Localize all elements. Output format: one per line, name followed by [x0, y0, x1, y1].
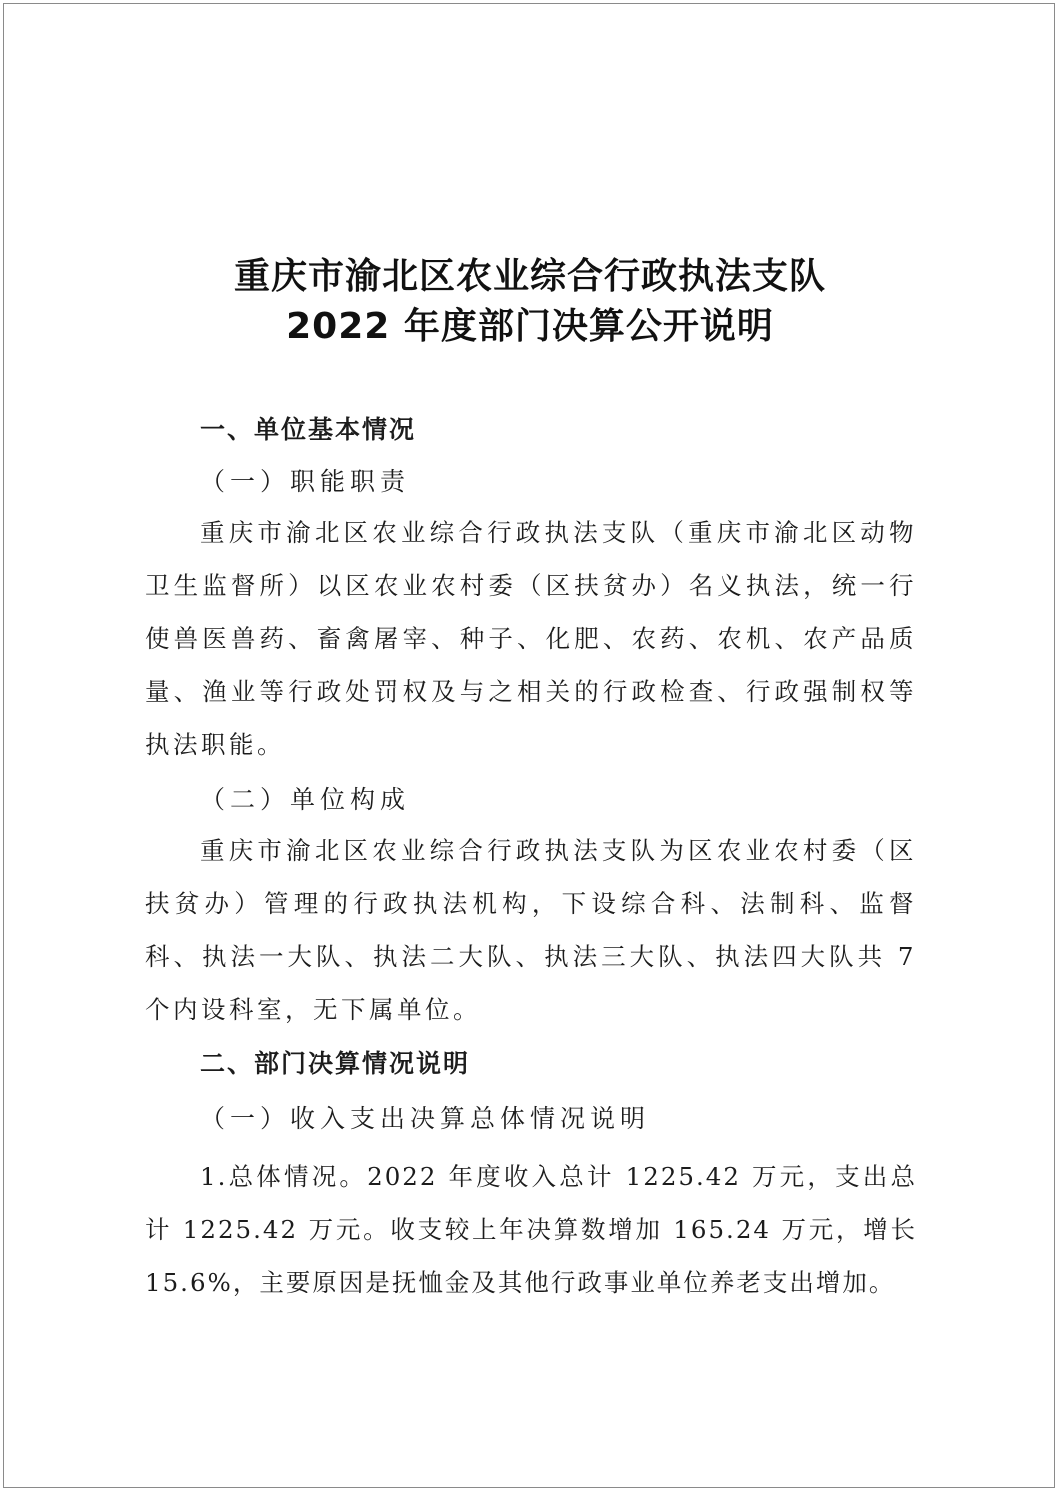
- document-title-line2: 2022 年度部门决算公开说明: [286, 306, 774, 347]
- document-title-line1: 重庆市渝北区农业综合行政执法支队: [233, 256, 826, 297]
- section2-heading: 二、部门决算情况说明: [200, 1049, 471, 1078]
- section1-heading: 一、单位基本情况: [200, 415, 417, 444]
- section1-sub1-paragraph: 重庆市渝北区农业综合行政执法支队（重庆市渝北区动物卫生监督所）以区农业农村委（区扶贫办）名义执法，统一行使兽医兽药、畜禽屠宰、种子、化肥、农药、农机、农产品质量、渔业等行政处罚权及与之相关的行政检查、行政强制权等执法职能。: [145, 518, 917, 759]
- section2-sub1-heading: （一）收入支出决算总体情况说明: [200, 1104, 651, 1133]
- section1-sub2-heading: （二）单位构成: [200, 785, 411, 814]
- section1-sub1-heading: （一）职能职责: [200, 467, 411, 496]
- section1-sub2-paragraph: 重庆市渝北区农业综合行政执法支队为区农业农村委（区扶贫办）管理的行政执法机构，下设综合科、法制科、监督科、执法一大队、执法二大队、执法三大队、执法四大队共 7 个内设科室，无下属单位。: [145, 836, 917, 1024]
- section2-sub1-paragraph: 1.总体情况。2022 年度收入总计 1225.42 万元，支出总计 1225.42 万元。收支较上年决算数增加 165.24 万元，增长 15.6%，主要原因是抚恤金及其他行政事业单位养老支出增加。: [145, 1162, 917, 1297]
